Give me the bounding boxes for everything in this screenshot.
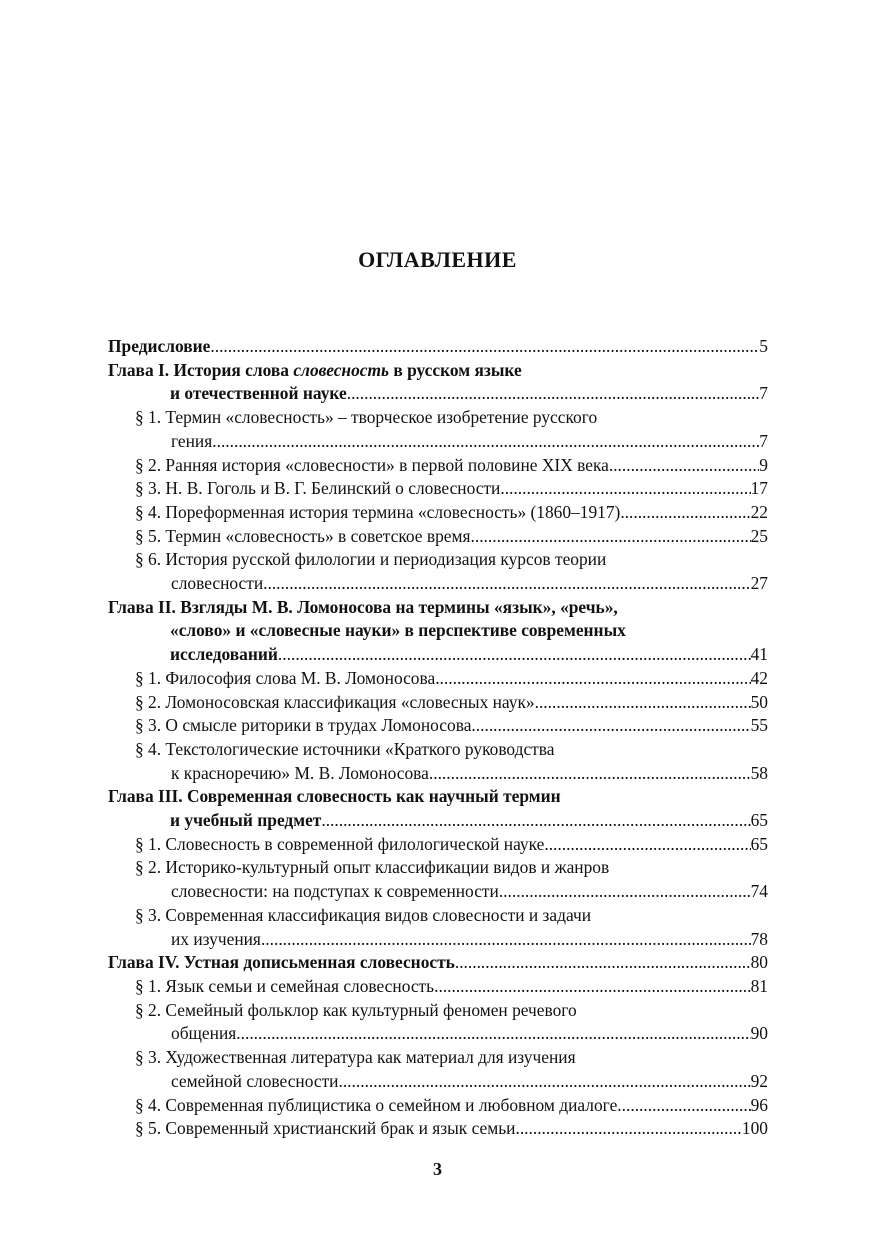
toc-chapter-2 <box>108 643 768 667</box>
toc-page-number: 92 <box>750 1070 768 1091</box>
toc-entry-label: исследований <box>170 644 278 665</box>
toc-section-4-2 <box>108 1022 768 1046</box>
toc-entry-label: § 4. Пореформенная история термина «словесность» (1860–1917) <box>135 501 621 522</box>
toc-entry-label: Предисловие <box>108 336 211 356</box>
dot-leader <box>617 1094 750 1118</box>
toc-chapter-1 <box>108 382 768 406</box>
toc-section-1-4 <box>108 501 768 525</box>
toc-page-number: 17 <box>750 478 768 499</box>
dot-leader <box>429 762 751 786</box>
toc-entry-label: § 5. Термин «словесность» в советское время <box>135 525 471 546</box>
dot-leader <box>471 714 750 738</box>
toc-section-4-2-heading <box>108 999 768 1023</box>
toc-section-3-1 <box>108 833 768 857</box>
toc-section-2-1 <box>108 667 768 691</box>
toc-section-1-6 <box>108 572 768 596</box>
dot-leader <box>471 525 751 549</box>
toc-entry-label: гения <box>171 430 213 451</box>
toc-entry-label: Глава II. Взгляды М. В. Ломоносова на термины «язык», «речь», <box>108 596 618 617</box>
dot-leader <box>347 382 760 406</box>
toc-entry-label: их изучения <box>171 928 261 949</box>
dot-leader <box>278 643 751 667</box>
toc-page-number: 90 <box>750 1023 768 1044</box>
dot-leader <box>515 1117 741 1141</box>
toc-section-1-1-heading <box>108 406 768 430</box>
toc-section-4-5 <box>108 1117 768 1141</box>
toc-page-number: 5 <box>759 336 768 356</box>
toc-entry-label: Глава I. История слова словесность в русском языке <box>108 359 522 380</box>
toc-entry-label: к красноречию» М. В. Ломоносова <box>171 762 429 783</box>
toc-section-3-3-heading <box>108 904 768 928</box>
toc-section-3-2-heading <box>108 856 768 880</box>
toc-page-number: 41 <box>750 644 768 665</box>
toc-page-number: 25 <box>750 525 768 546</box>
toc-entry-label: словесности: на подступах к современности <box>171 881 499 902</box>
toc-section-1-6-heading <box>108 548 768 572</box>
toc-entry-label: § 6. История русской филологии и периодизация курсов теории <box>135 549 607 570</box>
toc-entry-label: § 3. Н. В. Гоголь и В. Г. Белинский о словесности <box>135 478 501 499</box>
dot-leader <box>210 335 759 359</box>
dot-leader <box>620 501 750 525</box>
dot-leader <box>321 809 750 833</box>
toc-page-number: 7 <box>759 430 768 451</box>
toc-entry-label: § 3. Современная классификация видов словесности и задачи <box>135 904 592 925</box>
toc-chapter-3-heading <box>108 785 768 809</box>
toc-entry-label: словесности <box>171 573 264 594</box>
toc-chapter-2-heading <box>108 596 768 620</box>
dot-leader <box>544 833 750 857</box>
toc-section-3-3 <box>108 928 768 952</box>
toc-entry-label: Глава III. Современная словесность как научный термин <box>108 786 561 807</box>
dot-leader <box>435 667 750 691</box>
toc-entry-label: общения <box>171 1023 237 1044</box>
dot-leader <box>609 454 759 478</box>
toc-page-number: 27 <box>750 573 768 594</box>
toc-chapter-2-heading-cont <box>108 619 768 643</box>
toc-entry-label: § 2. Семейный фольклор как культурный феномен речевого <box>135 999 577 1020</box>
toc-section-2-3 <box>108 714 768 738</box>
toc-page-number: 50 <box>750 691 768 712</box>
toc-entry-label: § 2. Ломоносовская классификация «словесных наук» <box>135 691 535 712</box>
dot-leader <box>500 477 750 501</box>
table-of-contents <box>108 335 768 1141</box>
dot-leader <box>261 928 751 952</box>
toc-page-number: 81 <box>750 975 768 996</box>
toc-section-4-3-heading <box>108 1046 768 1070</box>
dot-leader <box>236 1022 750 1046</box>
dot-leader <box>499 880 751 904</box>
toc-page-number: 80 <box>750 952 768 973</box>
toc-section-4-4 <box>108 1094 768 1118</box>
toc-page-number: 9 <box>759 454 768 475</box>
toc-page-number: 65 <box>750 810 768 831</box>
toc-section-4-1 <box>108 975 768 999</box>
toc-entry-label: Глава IV. Устная дописьменная словесность <box>108 952 455 973</box>
toc-section-2-4-heading <box>108 738 768 762</box>
toc-chapter-3 <box>108 809 768 833</box>
toc-chapter-4 <box>108 951 768 975</box>
toc-entry-label: § 1. Язык семьи и семейная словесность <box>135 975 435 996</box>
toc-entry-label: § 5. Современный христианский брак и язык семьи <box>135 1118 516 1139</box>
toc-page-number: 78 <box>750 928 768 949</box>
toc-page-number: 7 <box>759 383 768 404</box>
toc-page-number: 42 <box>750 667 768 688</box>
toc-section-2-4 <box>108 762 768 786</box>
dot-leader <box>434 975 751 999</box>
toc-section-1-5 <box>108 525 768 549</box>
toc-entry-label: § 3. О смысле риторики в трудах Ломоносова <box>135 715 472 736</box>
dot-leader <box>455 951 751 975</box>
toc-entry-label: § 3. Художественная литература как материал для изучения <box>135 1047 576 1068</box>
dot-leader <box>338 1070 750 1094</box>
toc-entry-label: § 4. Текстологические источники «Краткого руководства <box>135 738 555 759</box>
page-number: 3 <box>433 1159 442 1179</box>
toc-page-number: 100 <box>741 1118 768 1139</box>
toc-section-1-1 <box>108 430 768 454</box>
toc-entry-label: § 2. Историко-культурный опыт классификации видов и жанров <box>135 857 610 878</box>
toc-page-number: 65 <box>750 833 768 854</box>
toc-entry-label: § 4. Современная публицистика о семейном и любовном диалоге <box>135 1094 618 1115</box>
toc-page-number: 96 <box>750 1094 768 1115</box>
toc-section-4-3 <box>108 1070 768 1094</box>
toc-entry-label: и учебный предмет <box>170 810 322 831</box>
dot-leader <box>535 691 751 715</box>
dot-leader <box>212 430 759 454</box>
toc-page-number: 55 <box>750 715 768 736</box>
toc-section-1-3 <box>108 477 768 501</box>
toc-page-number: 58 <box>750 762 768 783</box>
toc-entry-label: § 2. Ранняя история «словесности» в первой половине XIX века <box>135 454 609 475</box>
toc-page-number: 22 <box>750 501 768 522</box>
toc-section-2-2 <box>108 691 768 715</box>
toc-entry-label: «слово» и «словесные науки» в перспективе современных <box>170 620 626 641</box>
toc-entry-label: § 1. Словесность в современной филологической науке <box>135 833 545 854</box>
toc-entry-label: и отечественной науке <box>170 383 347 404</box>
toc-entry-label: семейной словесности <box>171 1070 339 1091</box>
toc-entry-label: § 1. Термин «словесность» – творческое изобретение русского <box>135 407 598 428</box>
toc-section-1-2 <box>108 454 768 478</box>
dot-leader <box>263 572 750 596</box>
toc-chapter-1-heading <box>108 359 768 383</box>
toc-section-3-2 <box>108 880 768 904</box>
page-title: ОГЛАВЛЕНИЕ <box>358 247 517 272</box>
toc-entry-label: § 1. Философия слова М. В. Ломоносова <box>135 667 436 688</box>
toc-entry-preface <box>108 335 768 359</box>
toc-page-number: 74 <box>750 881 768 902</box>
